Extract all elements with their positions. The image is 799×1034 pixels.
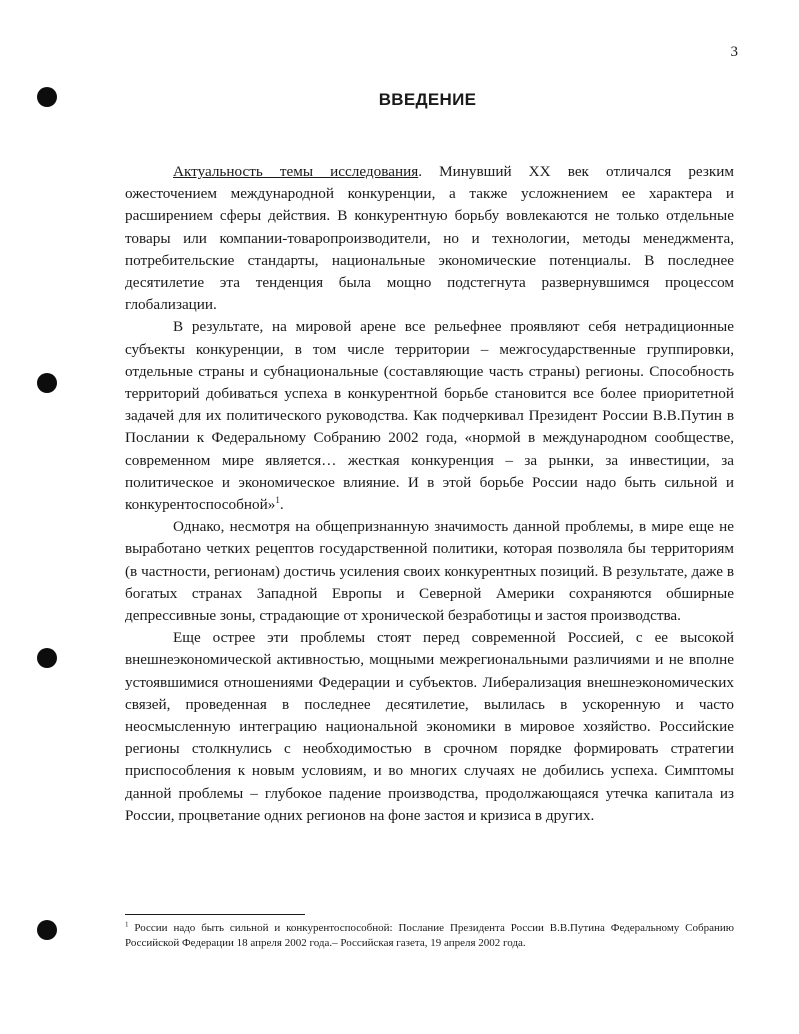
page-title: ВВЕДЕНИЕ (378, 90, 477, 109)
body-text (125, 161, 734, 827)
punch-hole (37, 648, 57, 668)
paragraph-text: . Минувший XX век отличался резким ожесточением международной конкуренции, а также усложнением ее характера и расширением сферы действия. В конкурентную борьбу вовлекаются не только отдельные товары или компании-товаропроизводители, но и технологии, методы менеджмента, потребительские стандарты, национальные экономические потенциалы. В последнее десятилетие эта тенденция была мощно подстегнута развернувшимся процессом глобализации. (125, 163, 734, 314)
paragraph (125, 627, 734, 827)
punch-hole (37, 920, 57, 940)
punch-hole (37, 87, 57, 107)
paragraph-text: В результате, на мировой арене все рельефнее проявляют себя нетрадиционные субъекты конкуренции, в том числе территории – межгосударственные группировки, отдельные страны и субнациональные (составляющие часть страны) регионы. Способность территорий добиваться успеха в конкурентной борьбе становится все более приоритетной задачей для их политического руководства. Как подчеркивал Президент России В.В.Путин в Послании к Федеральному Собранию 2002 года, «нормой в международном сообществе, современном мире является… жесткая конкуренция – за рынки, за инвестиции, за политическое и экономическое влияние. И в этой борьбе России надо быть сильной и конкурентоспособной» (125, 318, 734, 514)
section-lead: Актуальность темы исследования (173, 163, 419, 180)
paragraph-text: Еще острее эти проблемы стоят перед современной Россией, с ее высокой внешнеэкономической активностью, мощными межрегиональными различиями и не вполне устоявшимися отношениями Федерации и субъектов. Либерализация внешнеэкономических связей, проведенная в последнее десятилетие, вылилась в ускоренную и часто неосмысленную интеграцию национальной экономики в мировое хозяйство. Российские регионы столкнулись с необходимостью в срочном порядке формировать стратегии приспособления к новым условиям, и во многих случаях не добились успеха. Симптомы данной проблемы – глубокое падение производства, продолжающаяся утечка капитала из России, процветание одних регионов на фоне застоя и кризиса в других. (125, 629, 734, 824)
paragraph (125, 161, 734, 316)
paragraph (125, 316, 734, 516)
paragraph-text: Однако, несмотря на общепризнанную значимость данной проблемы, в мире еще не выработано четких рецептов государственной политики, которая позволяла бы территориям (в частности, регионам) достичь усиления своих конкурентных позиций. В результате, даже в богатых странах Западной Европы и Северной Америки сохраняются обширные депрессивные зоны, страдающие от хронической безработицы и застоя производства. (125, 518, 734, 625)
paragraph-tail: . (279, 496, 284, 514)
page-number: 3 (730, 44, 738, 60)
footnote-divider (125, 914, 305, 915)
footnote-ref[interactable]: 1 (275, 494, 280, 505)
punch-hole (37, 373, 57, 393)
paragraph (125, 516, 734, 627)
footnote-marker: 1 (125, 920, 129, 929)
footnote-text: России надо быть сильной и конкурентоспособной: Послание Президента России В.В.Путина Федеральному Собранию Российской Федерации 18 апреля 2002 года.– Российская газета, 19 апреля 2002 года. (125, 922, 734, 949)
footnote (125, 921, 734, 951)
